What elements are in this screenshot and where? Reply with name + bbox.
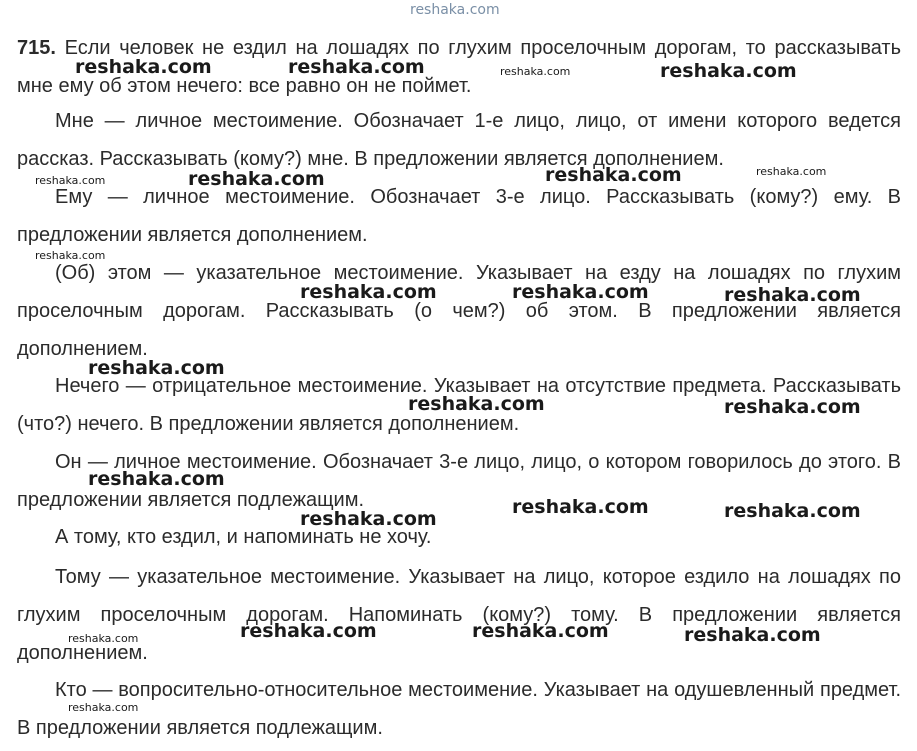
watermark: reshaka.com: [68, 701, 139, 714]
paragraph-kto: Кто — вопросительно-относительное местоимение. Указывает на одушевленный предмет. В предложении является подлежащим.: [17, 679, 901, 739]
watermark: reshaka.com: [300, 508, 437, 530]
watermark: reshaka.com: [75, 56, 212, 78]
paragraph-emu: Ему — личное местоимение. Обозначает 3-е лицо. Рассказывать (кому?) ему. В предложении является дополнением.: [17, 186, 901, 246]
watermark: reshaka.com: [240, 620, 377, 642]
watermark: reshaka.com: [88, 357, 225, 379]
watermark: reshaka.com: [35, 249, 106, 262]
watermark: reshaka.com: [68, 632, 139, 645]
paragraph-tomu: Тому — указательное местоимение. Указывает на лицо, которое ездило на лошадях по глухим проселочным дорогам. Напоминать (кому?) тому. В предложении является дополнением.: [17, 566, 901, 664]
watermark: reshaka.com: [408, 393, 545, 415]
watermark: reshaka.com: [512, 496, 649, 518]
watermark: reshaka.com: [512, 281, 649, 303]
paragraph-sentence-2: А тому, кто ездил, и напоминать не хочу.: [55, 526, 432, 548]
paragraph-mne: Мне — личное местоимение. Обозначает 1-е лицо, лицо, от имени которого ведется рассказ. Рассказывать (кому?) мне. В предложении является дополнением.: [17, 110, 901, 170]
paragraph-on: Он — личное местоимение. Обозначает 3-е лицо, лицо, о котором говорилось до этого. В предложении является подлежащим.: [17, 451, 901, 511]
watermark: reshaka.com: [472, 620, 609, 642]
watermark: reshaka.com: [188, 168, 325, 190]
paragraph-etom: (Об) этом — указательное местоимение. Указывает на езду на лошадях по глухим проселочным дорогам. Рассказывать (о чем?) об этом. В предложении является дополнением.: [17, 262, 901, 360]
watermark: reshaka.com: [724, 500, 861, 522]
watermark: reshaka.com: [545, 164, 682, 186]
watermark: reshaka.com: [724, 396, 861, 418]
watermark: reshaka.com: [500, 65, 571, 78]
watermark: reshaka.com: [300, 281, 437, 303]
watermark: reshaka.com: [724, 284, 861, 306]
watermark: reshaka.com: [35, 174, 106, 187]
watermark: reshaka.com: [756, 165, 827, 178]
paragraph-nechego: Нечего — отрицательное местоимение. Указывает на отсутствие предмета. Рассказывать (что?) нечего. В предложении является дополнением.: [17, 375, 901, 435]
exercise-sentence-text: Если человек не ездил на лошадях по глухим проселочным дорогам, то рассказывать мне ему об этом нечего: все равно он не поймет.: [17, 37, 901, 97]
site-watermark-header: reshaka.com: [410, 2, 500, 18]
exercise-number: 715.: [17, 37, 56, 59]
watermark: reshaka.com: [88, 468, 225, 490]
watermark: reshaka.com: [684, 624, 821, 646]
watermark: reshaka.com: [660, 60, 797, 82]
watermark: reshaka.com: [288, 56, 425, 78]
